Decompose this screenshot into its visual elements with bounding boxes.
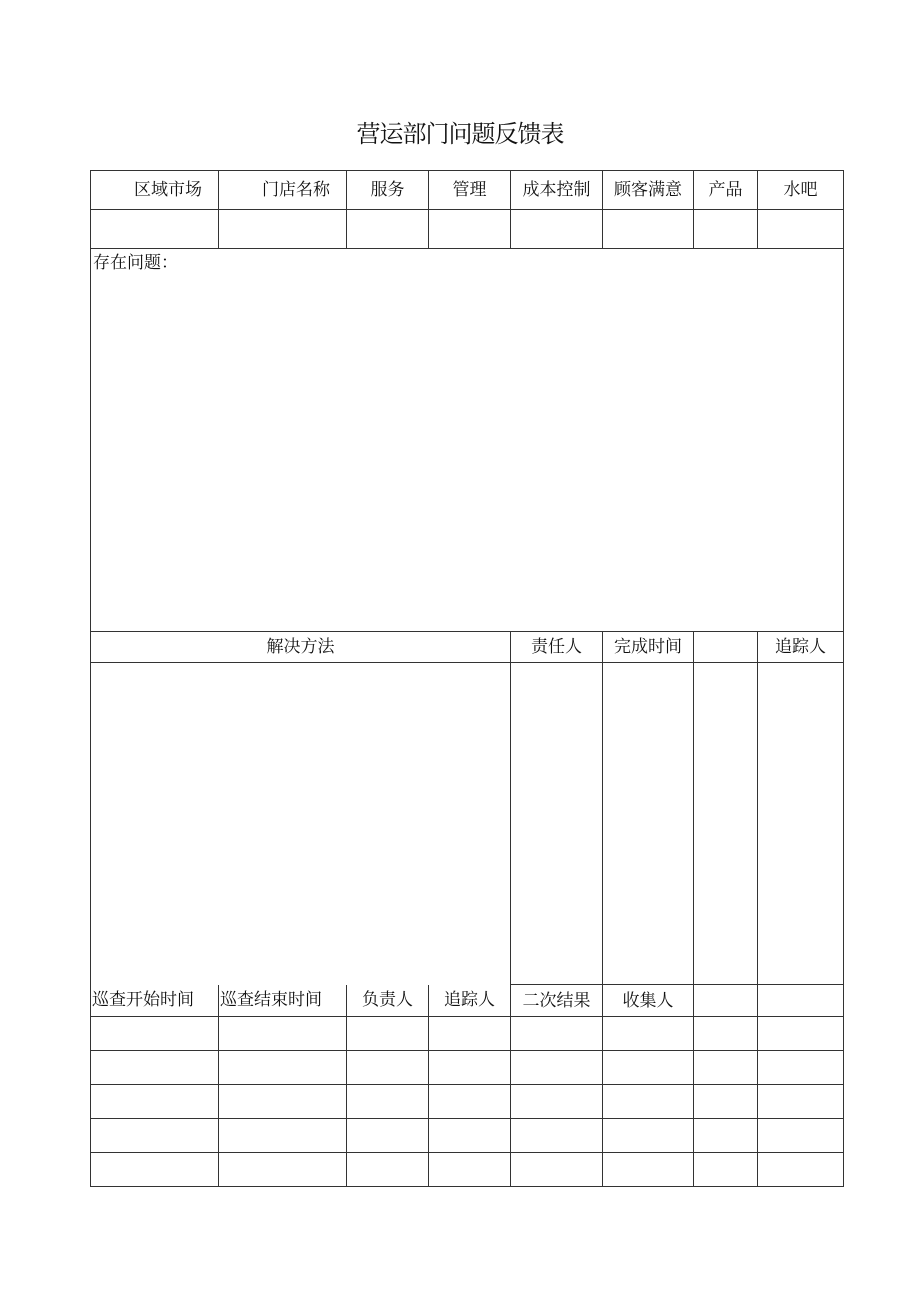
inspection-row	[91, 1119, 844, 1153]
solution-method-header: 解决方法	[91, 632, 511, 663]
category-header-row	[91, 171, 844, 210]
issues-row	[91, 249, 844, 632]
inspection-cell[interactable]	[429, 1085, 511, 1119]
header-cell-service: 服务	[347, 171, 429, 210]
inspection-cell[interactable]	[429, 1153, 511, 1187]
header-cell-region-market: 区域市场	[91, 171, 219, 210]
inspection-blank-header-1	[694, 985, 758, 1017]
inspection-cell[interactable]	[758, 1017, 844, 1051]
header-cell-cost-control: 成本控制	[511, 171, 603, 210]
inspection-cell[interactable]	[603, 1051, 694, 1085]
inspection-end-time-header: 巡查结束时间	[219, 985, 347, 1017]
solution-body-row	[91, 663, 844, 985]
inspection-blank-header-2	[758, 985, 844, 1017]
inspection-cell[interactable]	[219, 1085, 347, 1119]
entry-cell-region-market[interactable]	[91, 210, 219, 249]
inspection-cell[interactable]	[603, 1119, 694, 1153]
header-cell-water-bar: 水吧	[758, 171, 844, 210]
inspection-owner-header: 负责人	[347, 985, 429, 1017]
solution-header-row	[91, 632, 844, 663]
inspection-cell[interactable]	[219, 1153, 347, 1187]
inspection-start-time-header: 巡查开始时间	[91, 985, 219, 1017]
inspection-cell[interactable]	[511, 1153, 603, 1187]
entry-cell-customer-satisfaction[interactable]	[603, 210, 694, 249]
inspection-cell[interactable]	[219, 1119, 347, 1153]
feedback-form-table	[90, 170, 844, 1187]
inspection-cell[interactable]	[347, 1085, 429, 1119]
solution-blank-header	[694, 632, 758, 663]
entry-cell-store-name[interactable]	[219, 210, 347, 249]
inspection-row	[91, 1051, 844, 1085]
inspection-cell[interactable]	[694, 1153, 758, 1187]
inspection-row	[91, 1085, 844, 1119]
inspection-cell[interactable]	[758, 1119, 844, 1153]
inspection-cell[interactable]	[429, 1017, 511, 1051]
solution-completion-time-cell[interactable]	[603, 663, 694, 985]
inspection-cell[interactable]	[219, 1017, 347, 1051]
inspection-cell[interactable]	[694, 1051, 758, 1085]
solution-responsible-cell[interactable]	[511, 663, 603, 985]
solution-method-cell[interactable]	[91, 663, 511, 985]
solution-tracker-header: 追踪人	[758, 632, 844, 663]
inspection-cell[interactable]	[347, 1017, 429, 1051]
inspection-cell[interactable]	[347, 1153, 429, 1187]
inspection-cell[interactable]	[91, 1085, 219, 1119]
inspection-cell[interactable]	[429, 1051, 511, 1085]
inspection-cell[interactable]	[429, 1119, 511, 1153]
entry-cell-cost-control[interactable]	[511, 210, 603, 249]
issues-cell[interactable]	[91, 249, 844, 632]
inspection-collector-header: 收集人	[603, 985, 694, 1017]
solution-blank-cell[interactable]	[694, 663, 758, 985]
inspection-second-result-header: 二次结果	[511, 985, 603, 1017]
entry-cell-water-bar[interactable]	[758, 210, 844, 249]
header-cell-customer-satisfaction: 顾客满意	[603, 171, 694, 210]
inspection-row	[91, 1153, 844, 1187]
inspection-cell[interactable]	[758, 1085, 844, 1119]
inspection-cell[interactable]	[694, 1085, 758, 1119]
category-entry-row	[91, 210, 844, 249]
inspection-cell[interactable]	[758, 1051, 844, 1085]
solution-tracker-cell[interactable]	[758, 663, 844, 985]
inspection-cell[interactable]	[511, 1085, 603, 1119]
inspection-cell[interactable]	[603, 1017, 694, 1051]
inspection-header-row	[91, 985, 844, 1017]
solution-responsible-header: 责任人	[511, 632, 603, 663]
header-cell-management: 管理	[429, 171, 511, 210]
inspection-cell[interactable]	[347, 1119, 429, 1153]
entry-cell-product[interactable]	[694, 210, 758, 249]
inspection-cell[interactable]	[511, 1017, 603, 1051]
inspection-cell[interactable]	[694, 1119, 758, 1153]
inspection-cell[interactable]	[91, 1051, 219, 1085]
inspection-row	[91, 1017, 844, 1051]
header-cell-store-name: 门店名称	[219, 171, 347, 210]
inspection-cell[interactable]	[603, 1085, 694, 1119]
inspection-cell[interactable]	[603, 1153, 694, 1187]
inspection-cell[interactable]	[347, 1051, 429, 1085]
entry-cell-service[interactable]	[347, 210, 429, 249]
document-title: 营运部门问题反馈表	[356, 120, 564, 148]
inspection-cell[interactable]	[511, 1051, 603, 1085]
inspection-cell[interactable]	[511, 1119, 603, 1153]
inspection-cell[interactable]	[91, 1119, 219, 1153]
issues-label: 存在问题：	[93, 253, 178, 273]
inspection-cell[interactable]	[91, 1017, 219, 1051]
inspection-cell[interactable]	[694, 1017, 758, 1051]
entry-cell-management[interactable]	[429, 210, 511, 249]
solution-completion-time-header: 完成时间	[603, 632, 694, 663]
inspection-cell[interactable]	[219, 1051, 347, 1085]
header-cell-product: 产品	[694, 171, 758, 210]
inspection-cell[interactable]	[758, 1153, 844, 1187]
inspection-tracker-header: 追踪人	[429, 985, 511, 1017]
inspection-cell[interactable]	[91, 1153, 219, 1187]
